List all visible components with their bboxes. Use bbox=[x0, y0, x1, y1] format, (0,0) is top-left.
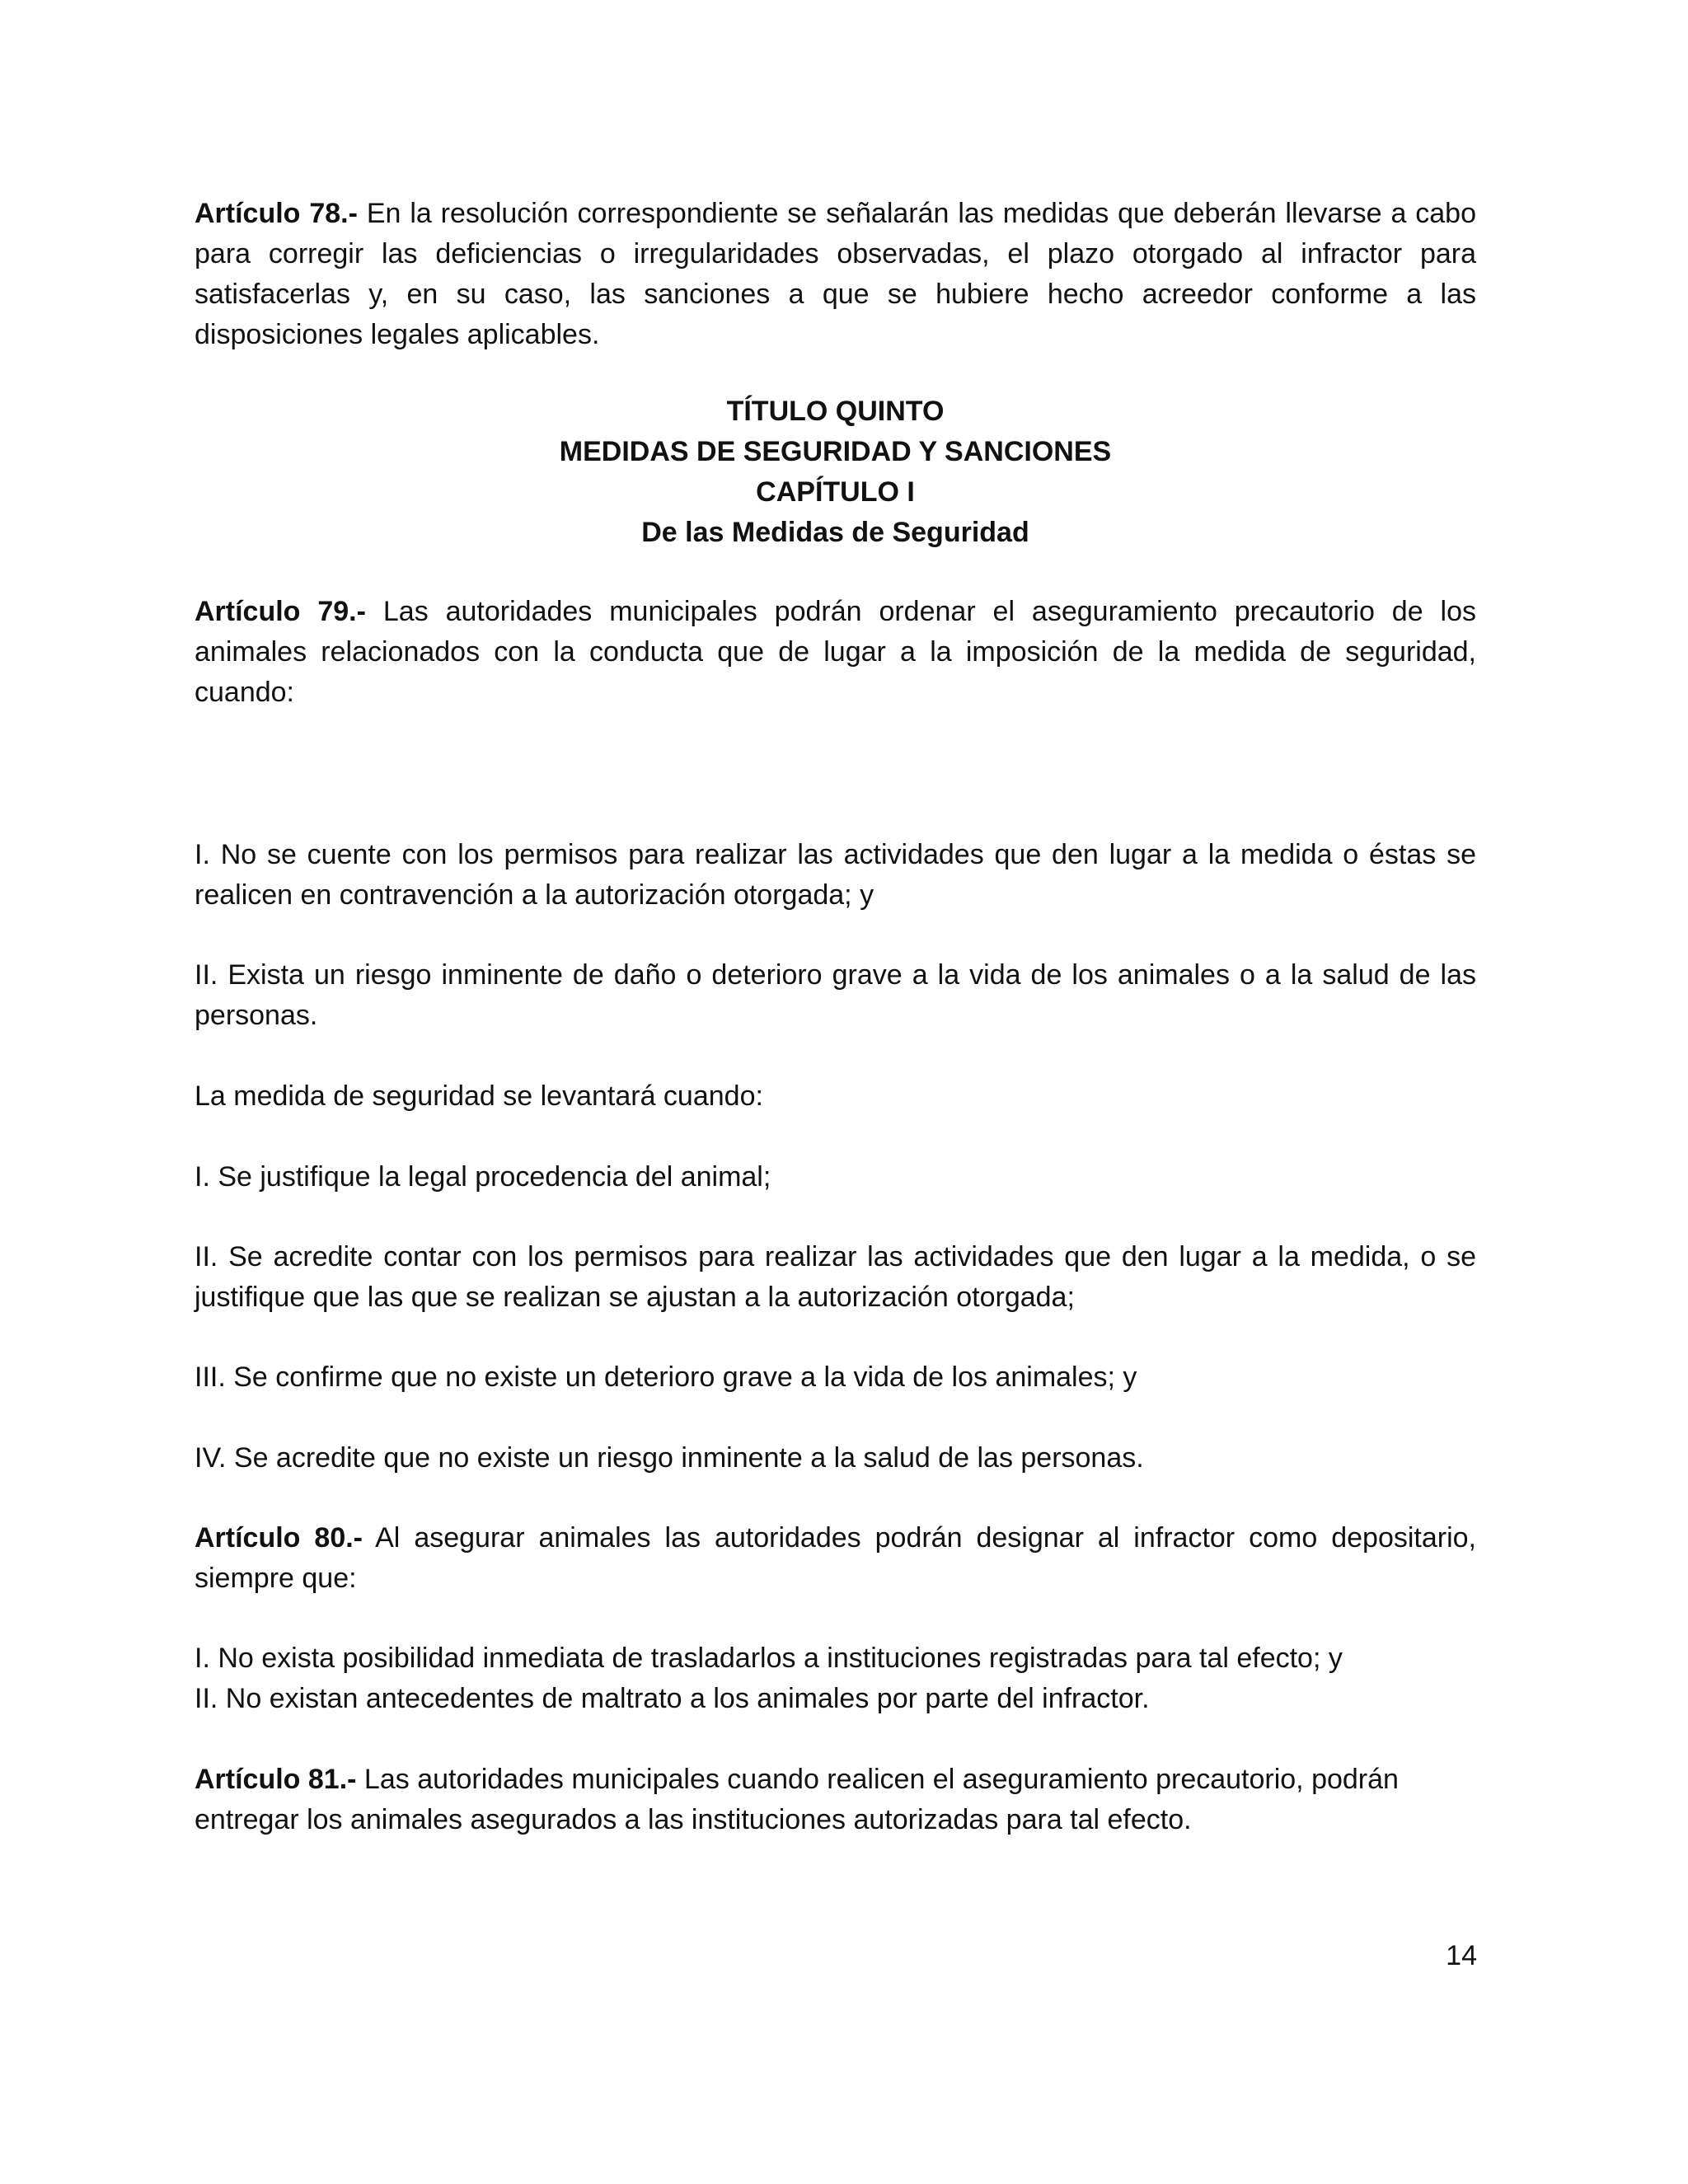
article-79-item-1: I. No se cuente con los permisos para realizar las actividades que den lugar a la medida o éstas se realicen en contravención a la autorización otorgada; y bbox=[195, 839, 1476, 911]
article-79 bbox=[195, 592, 1476, 713]
chapter-label: CAPÍTULO I bbox=[756, 476, 915, 508]
article-81-label: Artículo 81.- bbox=[195, 1764, 357, 1795]
chapter-name: De las Medidas de Seguridad bbox=[641, 517, 1029, 548]
article-78-text: En la resolución correspondiente se señalarán las medidas que deberán llevarse a cabo para corregir las deficiencias o irregularidades observadas, el plazo otorgado al infractor para satisfacerlas y, en su caso, las sanciones a que se hubiere hecho acreedor conforme a las disposiciones legales aplicables. bbox=[195, 198, 1476, 350]
article-79-lift-item-1: I. Se justifique la legal procedencia del animal; bbox=[195, 1161, 771, 1193]
title-subtitle: MEDIDAS DE SEGURIDAD Y SANCIONES bbox=[559, 436, 1112, 467]
article-80-item-1: I. No exista posibilidad inmediata de trasladarlos a instituciones registradas para tal efecto; y bbox=[195, 1643, 1343, 1674]
article-79-text: Las autoridades municipales podrán ordenar el aseguramiento precautorio de los animales relacionados con la conducta que de lugar a la imposición de la medida de seguridad, cuando: bbox=[195, 596, 1476, 708]
article-79-lift-item-3: III. Se confirme que no existe un deterioro grave a la vida de los animales; y bbox=[195, 1361, 1137, 1393]
article-79-label: Artículo 79.- bbox=[195, 596, 366, 627]
article-80-item-2: II. No existan antecedentes de maltrato a los animales por parte del infractor. bbox=[195, 1683, 1150, 1714]
title-label: TÍTULO QUINTO bbox=[726, 396, 945, 427]
article-80-text: Al asegurar animales las autoridades podrán designar al infractor como depositario, siempre que: bbox=[195, 1522, 1476, 1594]
article-78 bbox=[195, 194, 1476, 355]
article-79-lift-item-2: II. Se acredite contar con los permisos para realizar las actividades que den lugar a la medida, o se justifique que las que se realizan se ajustan a la autorización otorgada; bbox=[195, 1241, 1476, 1313]
article-80 bbox=[195, 1518, 1476, 1599]
article-79-lift-item-4: IV. Se acredite que no existe un riesgo inminente a la salud de las personas. bbox=[195, 1442, 1144, 1474]
article-79-item-2: II. Exista un riesgo inminente de daño o deterioro grave a la vida de los animales o a la salud de las personas. bbox=[195, 959, 1476, 1031]
article-79-lift-intro: La medida de seguridad se levantará cuando: bbox=[195, 1080, 763, 1112]
title-heading bbox=[195, 391, 1476, 553]
page-number: 14 bbox=[1446, 1940, 1477, 1971]
article-78-label: Artículo 78.- bbox=[195, 198, 358, 229]
article-81-text: Las autoridades municipales cuando realicen el aseguramiento precautorio, podrán entregar los animales asegurados a las instituciones autorizadas para tal efecto. bbox=[195, 1764, 1399, 1835]
article-80-label: Artículo 80.- bbox=[195, 1522, 363, 1554]
article-81 bbox=[195, 1760, 1476, 1840]
